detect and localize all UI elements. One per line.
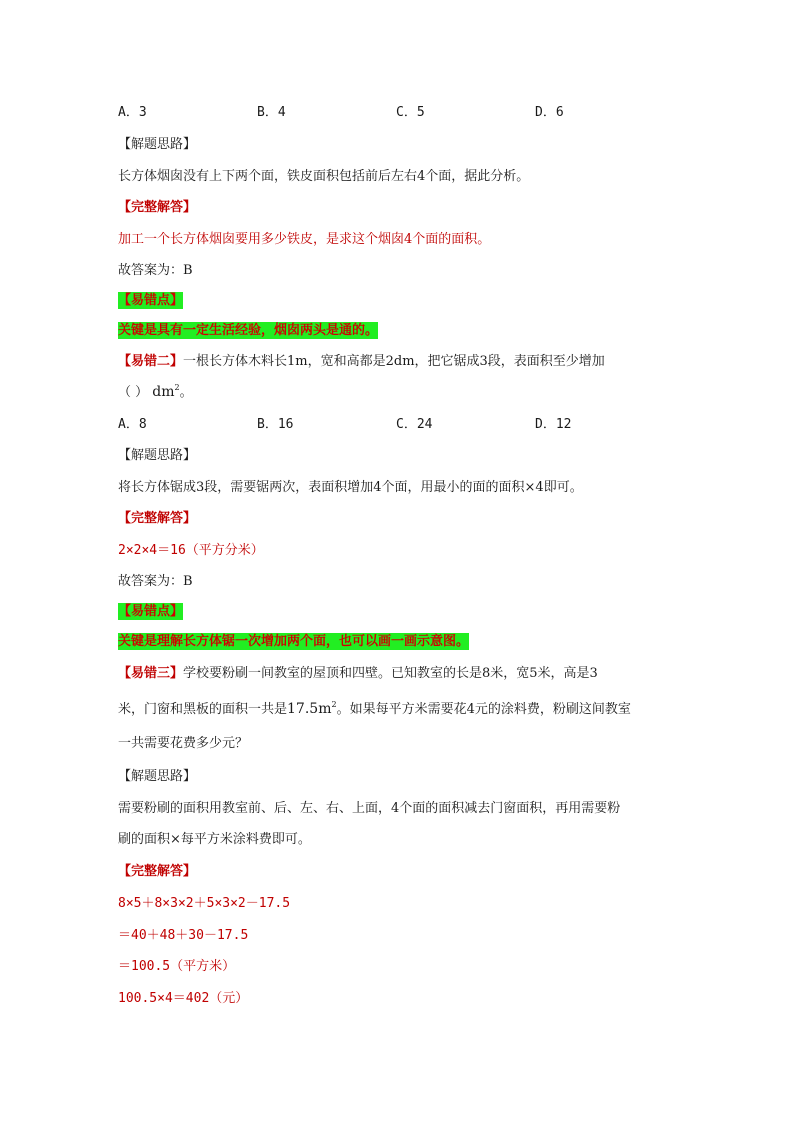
q3-answer-label: 【完整解答】 — [118, 864, 197, 879]
q2-trap — [118, 633, 469, 651]
q3-step-2: ＝40＋48＋30－17.5 — [118, 928, 249, 943]
q2-analysis-label: 【解题思路】 — [118, 448, 197, 463]
q2-options — [118, 416, 674, 434]
q2-stem-a: 一根长方体木料长1m，宽和高都是2dm，把它锯成3段，表面积至少增加 — [183, 354, 605, 369]
q1-options — [118, 104, 674, 122]
q1-final-answer — [118, 262, 193, 280]
q3-area-value: 17.5m — [287, 701, 332, 717]
q3-stem-a: 学校要粉刷一间教室的屋顶和四壁。已知教室的长是8米，宽5米，高是3 — [183, 666, 598, 681]
q3-stem-line2 — [118, 700, 631, 719]
q1-answer-label: 【完整解答】 — [118, 200, 197, 215]
q3-stem-line3: 一共需要花费多少元？ — [118, 736, 249, 751]
q1-trap-label-text: 【易错点】 — [118, 293, 184, 308]
q1-analysis: 长方体烟囱没有上下两个面，铁皮面积包括前后左右4个面，据此分析。 — [118, 169, 530, 184]
q1-option-b: B．4 — [257, 105, 286, 120]
q2-option-d: D．12 — [535, 417, 572, 432]
q3-step-3: ＝100.5（平方米） — [118, 959, 236, 974]
q2-final-answer — [118, 573, 193, 591]
q1-trap — [118, 322, 378, 340]
q3-title: 【易错三】 — [118, 666, 184, 681]
q3-analysis-label: 【解题思路】 — [118, 769, 197, 784]
q2-title: 【易错二】 — [118, 354, 184, 369]
q2-trap-label-text: 【易错点】 — [118, 604, 184, 619]
q2-trap-label — [118, 603, 183, 621]
q3-step-4: 100.5×4＝402（元） — [118, 991, 249, 1006]
q2-analysis: 将长方体锯成3段，需要锯两次，表面积增加4个面，用最小的面的面积×4即可。 — [118, 480, 583, 495]
q3-stem-b2: 。如果每平方米需要花4元的涂料费，粉刷这间教室 — [336, 702, 631, 717]
q1-final-text: 故答案为：B — [118, 263, 193, 278]
q1-analysis-label: 【解题思路】 — [118, 137, 197, 152]
q2-trap-text: 关键是理解长方体锯一次增加两个面，也可以画一画示意图。 — [118, 634, 470, 649]
q3-step-1: 8×5＋8×3×2＋5×3×2－17.5 — [118, 896, 291, 911]
q2-unit-sup: 2 — [174, 383, 180, 392]
q2-final-text: 故答案为：B — [118, 574, 193, 589]
q1-option-a: A．3 — [118, 105, 147, 120]
q2-stem-line2 — [118, 383, 193, 402]
q2-option-a: A．8 — [118, 417, 147, 432]
q2-answer: 2×2×4＝16（平方分米） — [118, 543, 264, 558]
q1-trap-label — [118, 292, 183, 310]
q1-option-c: C．5 — [396, 105, 425, 120]
q2-answer-label: 【完整解答】 — [118, 511, 197, 526]
q2-stem-line1 — [118, 353, 605, 371]
q2-option-c: C．24 — [396, 417, 433, 432]
q3-analysis-line2: 刷的面积×每平方米涂料费即可。 — [118, 832, 311, 847]
q2-unit: dm — [152, 384, 175, 400]
q3-area-sup: 2 — [331, 700, 337, 709]
q2-stem-blank: （ ） — [118, 385, 149, 400]
q1-trap-text: 关键是具有一定生活经验，烟囱两头是通的。 — [118, 323, 379, 338]
q3-stem-line1 — [118, 665, 598, 683]
q2-option-b: B．16 — [257, 417, 294, 432]
q3-stem-b1: 米，门窗和黑板的面积一共是 — [118, 702, 288, 717]
q2-stem-end: 。 — [179, 385, 193, 400]
q3-analysis-line1: 需要粉刷的面积用教室前、后、左、右、上面，4个面的面积减去门窗面积，再用需要粉 — [118, 801, 621, 816]
q1-answer: 加工一个长方体烟囱要用多少铁皮，是求这个烟囱4个面的面积。 — [118, 232, 491, 247]
q1-option-d: D．6 — [535, 105, 564, 120]
